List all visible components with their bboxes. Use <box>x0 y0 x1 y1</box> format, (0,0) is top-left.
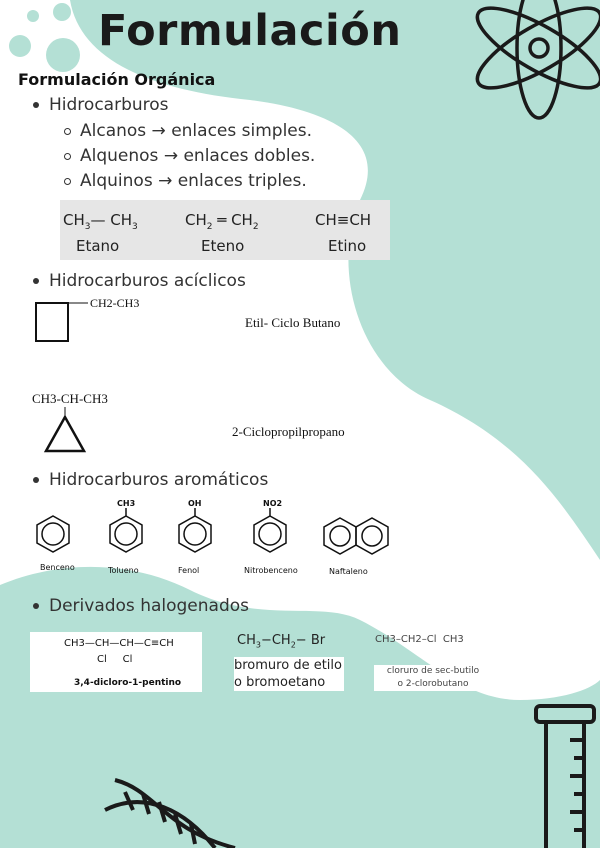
bullet-dot <box>33 477 39 483</box>
bubble <box>53 3 71 21</box>
naphthalene-ring-right <box>356 518 388 554</box>
sub-bullet-alquinos <box>64 171 307 191</box>
bubble <box>237 625 243 631</box>
bullet-dot <box>33 102 39 108</box>
bubble <box>9 35 31 57</box>
atom-icon <box>455 0 600 130</box>
aromatic-structures <box>30 496 410 566</box>
bullet-circle <box>64 128 71 135</box>
bubble <box>27 10 39 22</box>
bullet-aciclicos <box>33 271 246 291</box>
name-etano: Etano <box>76 237 120 255</box>
bullet-dot <box>33 278 39 284</box>
group-label: OH <box>188 499 202 508</box>
bromoetano-names <box>234 657 344 691</box>
substituent-label: CH2-CH3 <box>90 296 140 310</box>
formula-bromoetano: $CH_3-CH_2- Br$ <box>237 633 326 650</box>
bullet-label: Derivados halogenados <box>49 596 249 616</box>
page-title: Formulación <box>98 6 402 56</box>
sub-bullet-label: Alquinos → enlaces triples. <box>80 171 307 191</box>
bullet-label: Hidrocarburos <box>49 95 169 115</box>
compound-name: Etil- Ciclo Butano <box>245 315 341 330</box>
bullet-aromaticos <box>33 470 268 490</box>
sub-bullet-alcanos <box>64 121 312 141</box>
name-line: cloruro de sec-butilo <box>386 666 480 676</box>
aromatic-name: Tolueno <box>108 566 139 575</box>
naphthalene-ring-left <box>324 518 356 554</box>
formula-eteno: $CH_2$ ═ $CH_2$ <box>185 211 259 232</box>
formula-substituents: Cl Cl <box>97 654 133 665</box>
bullet-circle <box>64 153 71 160</box>
formula-etino: CH≡CH <box>315 211 372 229</box>
test-tube-icon <box>530 700 600 848</box>
cyclopropane-structure <box>38 405 98 455</box>
bullet-halogenados <box>33 596 249 616</box>
aromatic-name: Benceno <box>40 563 75 572</box>
sub-bullet-label: Alcanos → enlaces simples. <box>80 121 313 141</box>
bullet-dot <box>33 603 39 609</box>
name-etino: Etino <box>328 237 367 255</box>
clorobutano-names <box>374 665 492 691</box>
substituent-label: CH3-CH-CH3 <box>32 391 108 406</box>
aromatic-name: Naftaleno <box>329 567 368 576</box>
sub-bullet-label: Alquenos → enlaces dobles. <box>80 146 316 166</box>
formula-line: CH3—CH—CH—C≡CH <box>64 638 174 649</box>
group-label: NO2 <box>263 499 283 508</box>
aromatic-name: Nitrobenceno <box>244 566 298 575</box>
formula-etano: $CH_3—$ $CH_3$ <box>63 211 138 232</box>
dicloropentino-box <box>30 632 202 692</box>
name-line: o bromoetano <box>234 675 326 690</box>
dna-icon <box>95 770 245 848</box>
compound-name: 3,4-dicloro-1-pentino <box>74 678 182 688</box>
bullet-label: Hidrocarburos acíclicos <box>49 271 246 291</box>
name-eteno: Eteno <box>201 237 245 255</box>
sub-bullet-alquenos <box>64 146 315 166</box>
aromatic-name: Fenol <box>178 566 200 575</box>
section-subtitle: Formulación Orgánica <box>18 70 216 89</box>
bubble <box>249 609 261 621</box>
name-line: bromuro de etilo <box>234 658 342 673</box>
bullet-label: Hidrocarburos aromáticos <box>49 470 269 490</box>
group-label: CH3 <box>117 499 136 508</box>
compound-name: 2-Ciclopropilpropano <box>232 424 345 439</box>
bubble <box>46 38 80 72</box>
bullet-hidrocarburos <box>33 95 169 115</box>
bullet-circle <box>64 178 71 185</box>
name-line: o 2-clorobutano <box>397 679 469 689</box>
formula-clorobutano: CH3–CH2–Cl CH3 <box>375 634 464 645</box>
